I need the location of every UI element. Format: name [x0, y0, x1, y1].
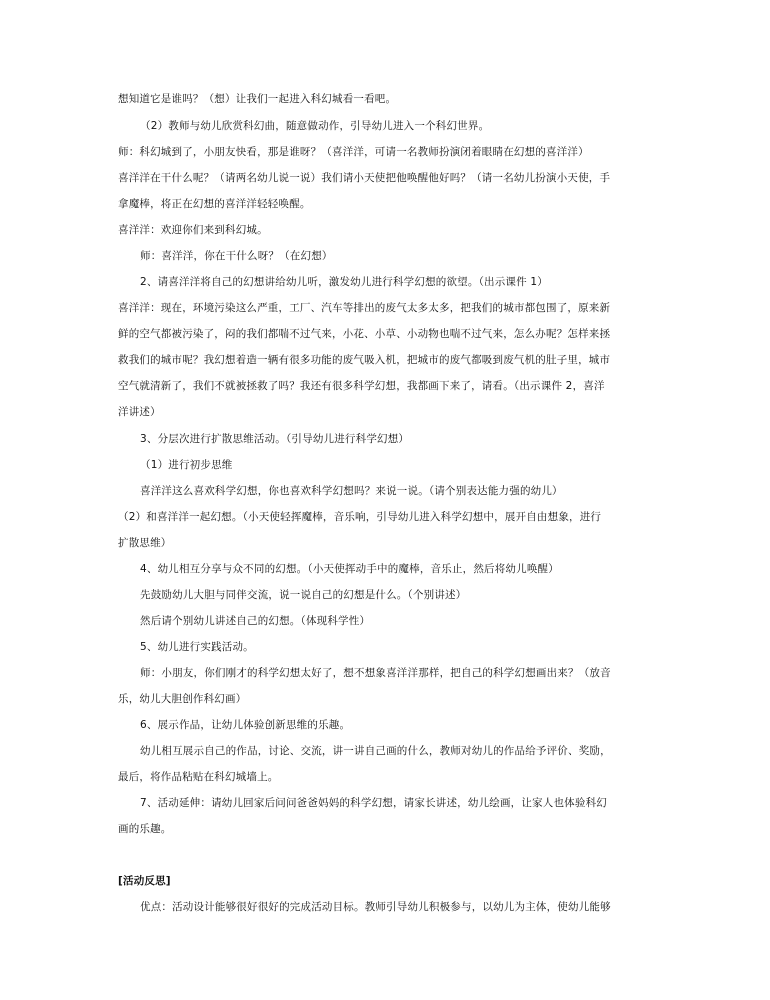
- reflection-heading: [活动反思]: [118, 875, 171, 887]
- section-heading-line: 3、分层次进行扩散思维活动。（引导幼儿进行科学幻想）: [140, 433, 410, 445]
- section-heading-line: 7、活动延伸：请幼儿回家后问问爸爸妈妈的科学幻想，请家长讲述，幼儿绘画，让家人也体验科幻: [140, 797, 607, 809]
- text-line: （2）教师与幼儿欣赏科幻曲，随意做动作，引导幼儿进入一个科幻世界。: [140, 120, 490, 132]
- section-heading-line: 2、请喜洋洋将自己的幻想讲给幼儿听，激发幼儿进行科学幻想的欲望。（出示课件 1）: [140, 276, 548, 288]
- text-line: 扩散思维）: [118, 537, 172, 549]
- text-line: 拿魔棒，将正在幻想的喜洋洋轻轻唤醒。: [118, 198, 311, 210]
- text-line: 师：科幻城到了，小朋友快看，那是谁呀？（喜洋洋，可请一名教师扮演闭着眼睛在幻想的喜洋洋）: [118, 146, 589, 158]
- section-heading-line: 4、幼儿相互分享与众不同的幻想。（小天使挥动手中的魔棒，音乐止，然后将幼儿唤醒）: [140, 563, 559, 575]
- text-line: 最后，将作品粘贴在科幻城墙上。: [118, 771, 279, 783]
- text-line: 优点：活动设计能够很好很好的完成活动目标。教师引导幼儿积极参与，以幼儿为主体，使幼儿能够: [140, 901, 611, 913]
- text-line: 然后请个别幼儿讲述自己的幻想。（体现科学性）: [140, 615, 371, 627]
- text-line: 乐，幼儿大胆创作科幻画）: [118, 693, 247, 705]
- text-line: 喜洋洋在干什么呢？（请两名幼儿说一说）我们请小天使把他唤醒他好吗？（请一名幼儿扮演小天使，手: [118, 172, 611, 184]
- text-line: 师：小朋友，你们刚才的科学幻想太好了，想不想象喜洋洋那样，把自己的科学幻想画出来？（放音: [140, 667, 611, 679]
- text-line: （2）和喜洋洋一起幻想。（小天使轻挥魔棒，音乐响，引导幼儿进入科学幻想中，展开自由想象，进行: [118, 511, 602, 523]
- text-line: 想知道它是谁吗？（想）让我们一起进入科幻城看一看吧。: [118, 93, 397, 105]
- text-line: 先鼓励幼儿大胆与同伴交流，说一说自己的幻想是什么。（个别讲述）: [140, 589, 467, 601]
- text-line: 喜洋洋：欢迎你们来到科幻城。: [118, 224, 268, 236]
- text-line: 喜洋洋这么喜欢科学幻想，你也喜欢科学幻想吗？来说一说。（请个别表达能力强的幼儿）: [140, 485, 563, 497]
- text-line: 画的乐趣。: [118, 823, 172, 835]
- text-line: 洋讲述）: [118, 406, 161, 418]
- section-heading-line: 5、幼儿进行实践活动。: [140, 641, 254, 653]
- text-line: 空气就清新了，我们不就被拯救了吗？我还有很多科学幻想，我都画下来了，请看。（出示课件 2，喜洋: [118, 380, 605, 392]
- text-line: 幼儿相互展示自己的作品，讨论、交流，讲一讲自己画的什么，教师对幼儿的作品给予评价、奖励，: [140, 745, 611, 757]
- section-heading-line: 6、展示作品，让幼儿体验创新思维的乐趣。: [140, 719, 351, 731]
- text-line: 鲜的空气都被污染了，闷的我们都喘不过气来，小花、小草、小动物也喘不过气来，怎么办呢？怎样来拯: [118, 328, 611, 340]
- text-line: （1）进行初步思维: [140, 459, 233, 471]
- text-line: 师：喜洋洋，你在干什么呀？（在幻想）: [140, 250, 333, 262]
- text-line: 喜洋洋：现在，环境污染这么严重，工厂、汽车等排出的废气太多太多，把我们的城市都包围了，原来新: [118, 302, 611, 314]
- text-line: 救我们的城市呢？我幻想着造一辆有很多功能的废气吸入机，把城市的废气都吸到废气机的肚子里，城市: [118, 354, 611, 366]
